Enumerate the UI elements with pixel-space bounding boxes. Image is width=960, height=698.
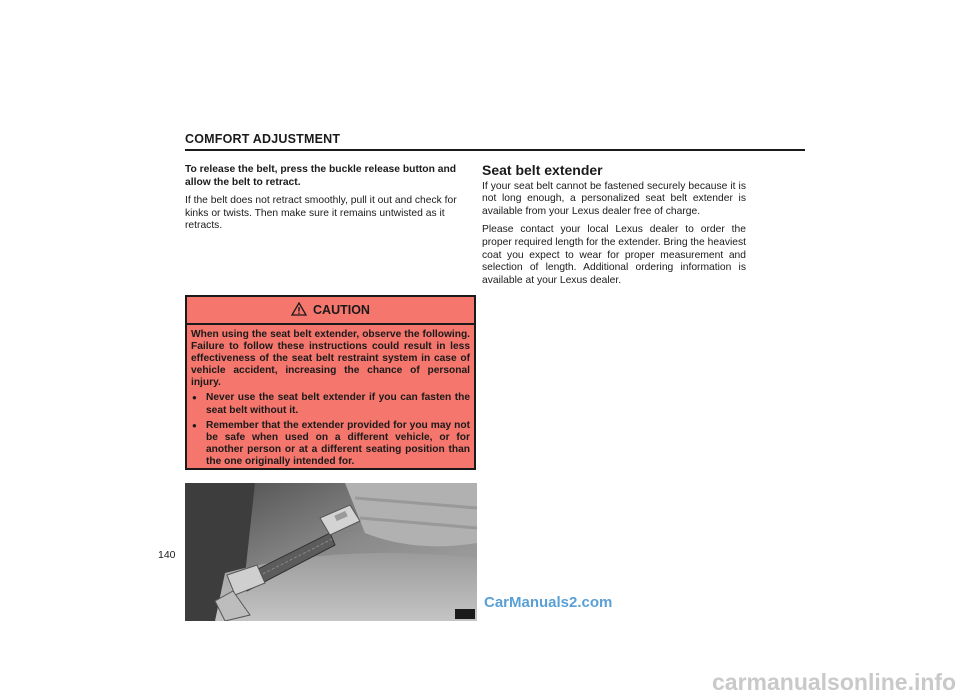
page-number: 140 <box>158 549 176 561</box>
left-column <box>185 164 477 239</box>
caution-bullet: ● Remember that the extender provided for you may not be safe when used on a different vehicle, or for another person or at a different seating position than the one originally intended for. <box>191 420 470 468</box>
seat-belt-extender-photo <box>185 483 477 621</box>
section-title: COMFORT ADJUSTMENT <box>185 132 341 146</box>
extender-paragraph-1: If your seat belt cannot be fastened securely because it is not long enough, a personalized seat belt extender is available from your Lexus dealer free of charge. <box>482 180 746 217</box>
extender-heading: Seat belt extender <box>482 162 603 178</box>
caution-list <box>191 392 470 468</box>
caution-bullet: ● Never use the seat belt extender if you can fasten the seat belt without it. <box>191 392 470 416</box>
caution-title: CAUTION <box>313 303 370 317</box>
release-instruction: To release the belt, press the buckle release button and allow the belt to retract. <box>185 164 457 188</box>
watermark-carmanuals2: CarManuals2.com <box>484 594 613 611</box>
extender-paragraph-2: Please contact your local Lexus dealer to order the proper required length for the extender. Bring the heaviest coat you expect to wear for proper measurement and selection of length. Additional ordering information is available at your Lexus dealer. <box>482 224 746 286</box>
retract-instruction: If the belt does not retract smoothly, pull it out and check for kinks or twists. Then make sure it remains untwisted as it retracts. <box>185 195 457 232</box>
caution-intro: When using the seat belt extender, observe the following. Failure to follow these instructions could result in less effectiveness of the seat belt restraint system in case of vehicle accident, increasing the chance of personal injury. <box>191 329 470 389</box>
watermark-carmanualsonline: carmanualsonline.info <box>712 669 957 695</box>
header-rule <box>185 149 805 151</box>
caution-header <box>187 297 474 325</box>
warning-triangle-icon <box>291 302 307 319</box>
caution-box <box>185 295 476 470</box>
caution-body <box>187 325 474 468</box>
right-column <box>482 164 746 293</box>
